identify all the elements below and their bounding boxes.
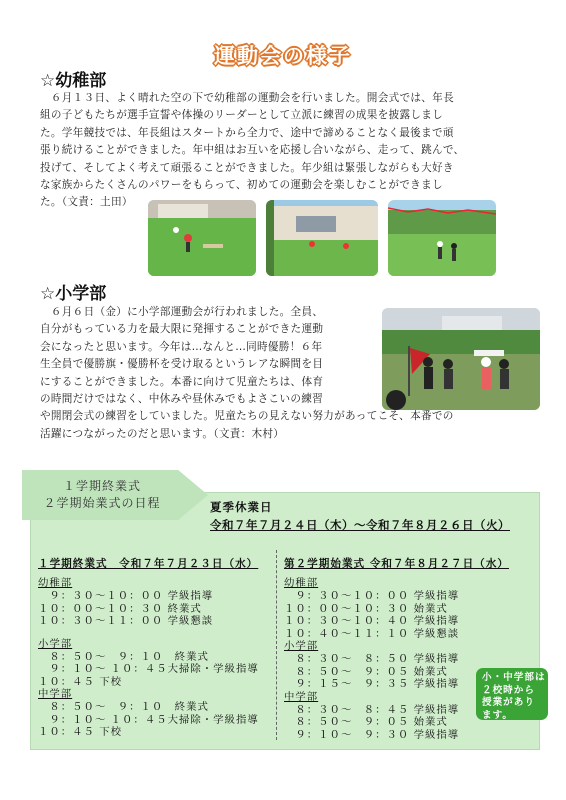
schedule-row: ９：３０～１０：００ 学級指導 xyxy=(38,590,214,602)
schedule-row: １０：４５ 下校 xyxy=(38,675,123,688)
note-line: 授業があり xyxy=(482,697,535,708)
text-line: 生全員で優勝旗・優勝杯を受け取るというレアな瞬間を目 xyxy=(40,358,324,371)
text-line: の時間だけではなく、中休みや昼休みでもよさこいの練習 xyxy=(40,393,324,406)
schedule-row: １０：４５ 下校 xyxy=(38,726,123,738)
text-line: 張り続けることができました。年中組はお互いを応援し合いながら、走って、跳んで、 xyxy=(40,144,465,157)
text-line: ６月６日（金）に小学部運動会が行われました。全員、 xyxy=(40,306,324,318)
column-divider xyxy=(276,550,277,740)
schedule-row: １０：００～１０：３０ 始業式 xyxy=(284,602,448,615)
text-line: た。学年競技では、年長組はスタートから全力で、途中で諦めることなく最後まで頑 xyxy=(40,126,454,139)
schedule-row: ８：５０～ ９：１０ 終業式 xyxy=(38,701,209,713)
schedule-row: １０：３０～１１：００ 学級懇談 xyxy=(38,615,214,627)
schedule-row: １０：００～１０：３０ 終業式 xyxy=(38,602,202,615)
schedule-row: ８：５０～ ９：０５ 始業式 xyxy=(284,665,448,678)
vacation-dates: 令和７年７月２４日（木）～令和７年８月２６日（火） xyxy=(210,518,510,532)
kindergarten-photo-2 xyxy=(266,200,378,276)
closing-ceremony-column xyxy=(38,556,274,739)
note-line: 小・中学部は xyxy=(482,672,546,683)
class-start-note xyxy=(476,668,548,720)
kindergarten-photo-1 xyxy=(148,200,256,276)
tag-line: ２学期始業式の日程 xyxy=(43,496,161,510)
section-name: 中学部 xyxy=(284,690,319,703)
schedule-row: ８：５０～ ９：０５ 始業式 xyxy=(284,716,448,728)
kindergarten-photo-3 xyxy=(388,200,496,276)
column-header: 第２学期始業式 令和７年８月２７日（水） xyxy=(284,558,509,570)
kindergarten-heading: ☆幼稚部 xyxy=(40,71,107,91)
text-line: 投げて、そしてよく考えて頑張ることができました。年少組は緊張しながらも大好き xyxy=(40,161,454,174)
schedule-row: １０：３０～１０：４０ 学級指導 xyxy=(284,615,460,627)
tag-line: １学期終業式 xyxy=(62,479,141,493)
schedule-row: ８：３０～ ８：５０ 学級指導 xyxy=(284,653,460,665)
text-line: な家族からたくさんのパワーをもらって、初めての運動会を楽しむことができまし xyxy=(40,179,443,192)
section-name: 幼稚部 xyxy=(284,577,319,589)
schedule-row: ９：１０～ ９：３０ 学級指導 xyxy=(284,728,460,741)
section-name: 小学部 xyxy=(38,637,73,650)
text-line: や開閉会式の練習をしていました。児童たちの見えない努力があってこそ、本番での xyxy=(40,410,454,423)
kindergarten-text xyxy=(40,90,530,212)
vacation-title: 夏季休業日 xyxy=(210,500,273,514)
schedule-tag-text xyxy=(22,478,182,512)
text-line: ６月１３日、よく晴れた空の下で幼稚部の運動会を行いました。開会式では、年長 xyxy=(40,92,454,104)
schedule-row: ９：１０～ １０：４５大掃除・学級指導 xyxy=(38,663,259,675)
text-line: 会になったと思います。今年は…なんと…同時優勝！６年 xyxy=(40,340,323,353)
schedule-row: ８：３０～ ８：４５ 学級指導 xyxy=(284,703,460,716)
text-line: 自分がもっている力を最大限に発揮することができた運動 xyxy=(40,323,324,336)
note-line: ます。 xyxy=(482,709,514,721)
schedule-row: ８：５０～ ９：１０ 終業式 xyxy=(38,650,209,663)
page-title: 運動会の様子 xyxy=(214,44,352,68)
elementary-heading: ☆小学部 xyxy=(40,284,107,304)
schedule-row: ９：１０～ １０：４５大掃除・学級指導 xyxy=(38,713,259,726)
column-header: １学期終業式 令和７年７月２３日（水） xyxy=(38,558,259,570)
schedule-row: ９：３０～１０：００ 学級指導 xyxy=(284,590,460,602)
schedule-row: １０：４０～１１：１０ 学級懇談 xyxy=(284,627,460,640)
elementary-photo xyxy=(382,308,540,410)
schedule-row: ９：１５～ ９：３５ 学級指導 xyxy=(284,678,460,690)
note-line: ２校時から xyxy=(482,684,535,696)
section-name: 幼稚部 xyxy=(38,577,73,589)
text-line: 活躍につながったのだと思います。（文責：木村） xyxy=(40,427,285,440)
section-name: 小学部 xyxy=(284,640,319,652)
text-line: 組の子どもたちが選手宣誓や体操のリーダーとして立派に練習の成果を披露しまし xyxy=(40,109,444,122)
text-line: た。（文責：土田） xyxy=(40,196,133,209)
section-name: 中学部 xyxy=(38,688,73,700)
text-line: にすることができました。本番に向けて児童たちは、体育 xyxy=(40,375,324,388)
